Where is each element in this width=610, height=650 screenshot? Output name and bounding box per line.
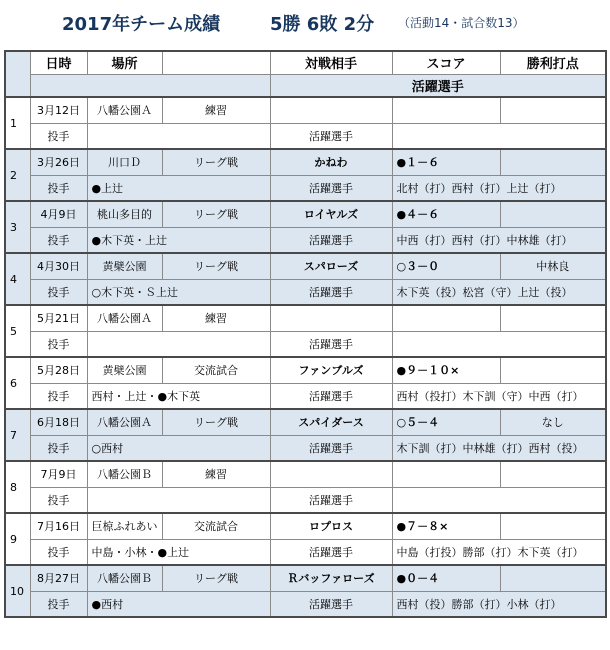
pitcher-label: 投手 <box>30 435 87 461</box>
game-winning-rbi <box>500 201 606 227</box>
game-pitchers: ○西村 <box>87 435 270 461</box>
header-key-players: 活躍選手 <box>270 74 606 97</box>
game-number: 4 <box>5 253 30 305</box>
key-players-label: 活躍選手 <box>270 331 392 357</box>
key-players-label: 活躍選手 <box>270 487 392 513</box>
game-key-players <box>392 123 606 149</box>
game-number: 7 <box>5 409 30 461</box>
game-score: ●０－４ <box>392 565 500 591</box>
game-winning-rbi <box>500 97 606 123</box>
game-date: 6月18日 <box>30 409 87 435</box>
game-row-detail <box>5 123 606 149</box>
header-type <box>162 51 270 74</box>
game-place: 黄檗公園 <box>87 253 162 279</box>
pitcher-label: 投手 <box>30 487 87 513</box>
game-pitchers: ○木下英・Ｓ上辻 <box>87 279 270 305</box>
game-row-main <box>5 357 606 383</box>
game-number: 9 <box>5 513 30 565</box>
game-pitchers: ●西村 <box>87 591 270 617</box>
game-row-detail <box>5 539 606 565</box>
game-date: 8月27日 <box>30 565 87 591</box>
header-score: スコア <box>392 51 500 74</box>
game-date: 4月30日 <box>30 253 87 279</box>
game-key-players <box>392 487 606 513</box>
game-place: 八幡公園Ａ <box>87 305 162 331</box>
game-score: ●４－６ <box>392 201 500 227</box>
game-date: 7月9日 <box>30 461 87 487</box>
game-winning-rbi <box>500 461 606 487</box>
game-row-detail <box>5 435 606 461</box>
game-number: 3 <box>5 201 30 253</box>
header-winning-rbi: 勝利打点 <box>500 51 606 74</box>
game-row-detail <box>5 383 606 409</box>
game-place: 川口Ｄ <box>87 149 162 175</box>
game-key-players: 北村（打）西村（打）上辻（打） <box>392 175 606 201</box>
game-number: 6 <box>5 357 30 409</box>
game-type: リーグ戦 <box>162 149 270 175</box>
game-type: リーグ戦 <box>162 409 270 435</box>
game-row-main <box>5 461 606 487</box>
pitcher-label: 投手 <box>30 227 87 253</box>
game-score: ●７－８× <box>392 513 500 539</box>
game-place: 八幡公園Ａ <box>87 409 162 435</box>
game-key-players: 中西（打）西村（打）中林雄（打） <box>392 227 606 253</box>
game-score: ●１－６ <box>392 149 500 175</box>
key-players-label: 活躍選手 <box>270 591 392 617</box>
game-type: 練習 <box>162 461 270 487</box>
game-key-players: 木下訓（打）中林雄（打）西村（投） <box>392 435 606 461</box>
game-date: 7月16日 <box>30 513 87 539</box>
game-date: 5月21日 <box>30 305 87 331</box>
key-players-label: 活躍選手 <box>270 539 392 565</box>
game-type: リーグ戦 <box>162 253 270 279</box>
game-score <box>392 305 500 331</box>
activity-summary: （活動14・試合数13） <box>398 16 525 30</box>
game-number: 5 <box>5 305 30 357</box>
pitcher-label: 投手 <box>30 279 87 305</box>
game-row-detail <box>5 591 606 617</box>
game-row-main <box>5 305 606 331</box>
pitcher-label: 投手 <box>30 331 87 357</box>
game-winning-rbi <box>500 565 606 591</box>
game-place: 八幡公園Ａ <box>87 97 162 123</box>
game-number: 10 <box>5 565 30 617</box>
game-row-main <box>5 409 606 435</box>
game-opponent: ロイヤルズ <box>270 201 392 227</box>
game-number: 1 <box>5 97 30 149</box>
game-opponent <box>270 97 392 123</box>
key-players-label: 活躍選手 <box>270 279 392 305</box>
game-row-detail <box>5 331 606 357</box>
game-row-main <box>5 97 606 123</box>
game-type: 練習 <box>162 97 270 123</box>
header-blank <box>30 74 270 97</box>
game-row-detail <box>5 487 606 513</box>
header-row-1 <box>5 51 606 74</box>
pitcher-label: 投手 <box>30 123 87 149</box>
key-players-label: 活躍選手 <box>270 435 392 461</box>
game-date: 4月9日 <box>30 201 87 227</box>
game-key-players: 中島（打投）勝部（打）木下英（打） <box>392 539 606 565</box>
game-row-main <box>5 201 606 227</box>
game-winning-rbi <box>500 357 606 383</box>
game-row-main <box>5 149 606 175</box>
game-place: 八幡公園Ｂ <box>87 461 162 487</box>
game-opponent <box>270 461 392 487</box>
game-date: 3月12日 <box>30 97 87 123</box>
game-place: 八幡公園Ｂ <box>87 565 162 591</box>
game-type: 交流試合 <box>162 357 270 383</box>
game-score <box>392 461 500 487</box>
game-row-detail <box>5 227 606 253</box>
game-opponent: スパイダース <box>270 409 392 435</box>
game-pitchers: ●木下英・上辻 <box>87 227 270 253</box>
season-record: 5勝 6敗 2分 <box>270 14 375 35</box>
header-opponent: 対戦相手 <box>270 51 392 74</box>
key-players-label: 活躍選手 <box>270 175 392 201</box>
game-opponent: スパローズ <box>270 253 392 279</box>
game-pitchers: 西村・上辻・●木下英 <box>87 383 270 409</box>
game-key-players: 木下英（投）松宮（守）上辻（投） <box>392 279 606 305</box>
game-pitchers: 中島・小林・●上辻 <box>87 539 270 565</box>
results-table <box>4 50 607 618</box>
game-opponent: Ｒバッファローズ <box>270 565 392 591</box>
game-key-players: 西村（投）勝部（打）小林（打） <box>392 591 606 617</box>
game-number: 8 <box>5 461 30 513</box>
game-key-players <box>392 331 606 357</box>
game-place: 黄檗公園 <box>87 357 162 383</box>
game-winning-rbi <box>500 305 606 331</box>
game-pitchers: ●上辻 <box>87 175 270 201</box>
game-pitchers <box>87 487 270 513</box>
key-players-label: 活躍選手 <box>270 383 392 409</box>
header-date: 日時 <box>30 51 87 74</box>
game-pitchers <box>87 331 270 357</box>
game-place: 巨椋ふれあい <box>87 513 162 539</box>
game-date: 3月26日 <box>30 149 87 175</box>
game-winning-rbi: 中林良 <box>500 253 606 279</box>
game-winning-rbi <box>500 513 606 539</box>
pitcher-label: 投手 <box>30 591 87 617</box>
game-winning-rbi: なし <box>500 409 606 435</box>
game-type: 交流試合 <box>162 513 270 539</box>
pitcher-label: 投手 <box>30 539 87 565</box>
game-score: ○５－４ <box>392 409 500 435</box>
game-opponent: ファンブルズ <box>270 357 392 383</box>
game-score <box>392 97 500 123</box>
game-row-main <box>5 513 606 539</box>
game-winning-rbi <box>500 149 606 175</box>
game-pitchers <box>87 123 270 149</box>
header-place: 場所 <box>87 51 162 74</box>
game-opponent: かねわ <box>270 149 392 175</box>
key-players-label: 活躍選手 <box>270 227 392 253</box>
pitcher-label: 投手 <box>30 383 87 409</box>
game-type: 練習 <box>162 305 270 331</box>
game-number: 2 <box>5 149 30 201</box>
game-key-players: 西村（投打）木下訓（守）中西（打） <box>392 383 606 409</box>
page-header <box>0 0 610 42</box>
game-score: ●９－１０× <box>392 357 500 383</box>
pitcher-label: 投手 <box>30 175 87 201</box>
game-date: 5月28日 <box>30 357 87 383</box>
game-type: リーグ戦 <box>162 201 270 227</box>
game-opponent: ロプロス <box>270 513 392 539</box>
game-row-main <box>5 565 606 591</box>
game-score: ○３－０ <box>392 253 500 279</box>
game-type: リーグ戦 <box>162 565 270 591</box>
game-row-main <box>5 253 606 279</box>
header-corner <box>5 51 30 97</box>
game-row-detail <box>5 279 606 305</box>
game-opponent <box>270 305 392 331</box>
game-place: 桃山多目的 <box>87 201 162 227</box>
key-players-label: 活躍選手 <box>270 123 392 149</box>
game-row-detail <box>5 175 606 201</box>
header-row-2 <box>5 74 606 97</box>
page-title: 2017年チーム成績 <box>62 14 221 35</box>
